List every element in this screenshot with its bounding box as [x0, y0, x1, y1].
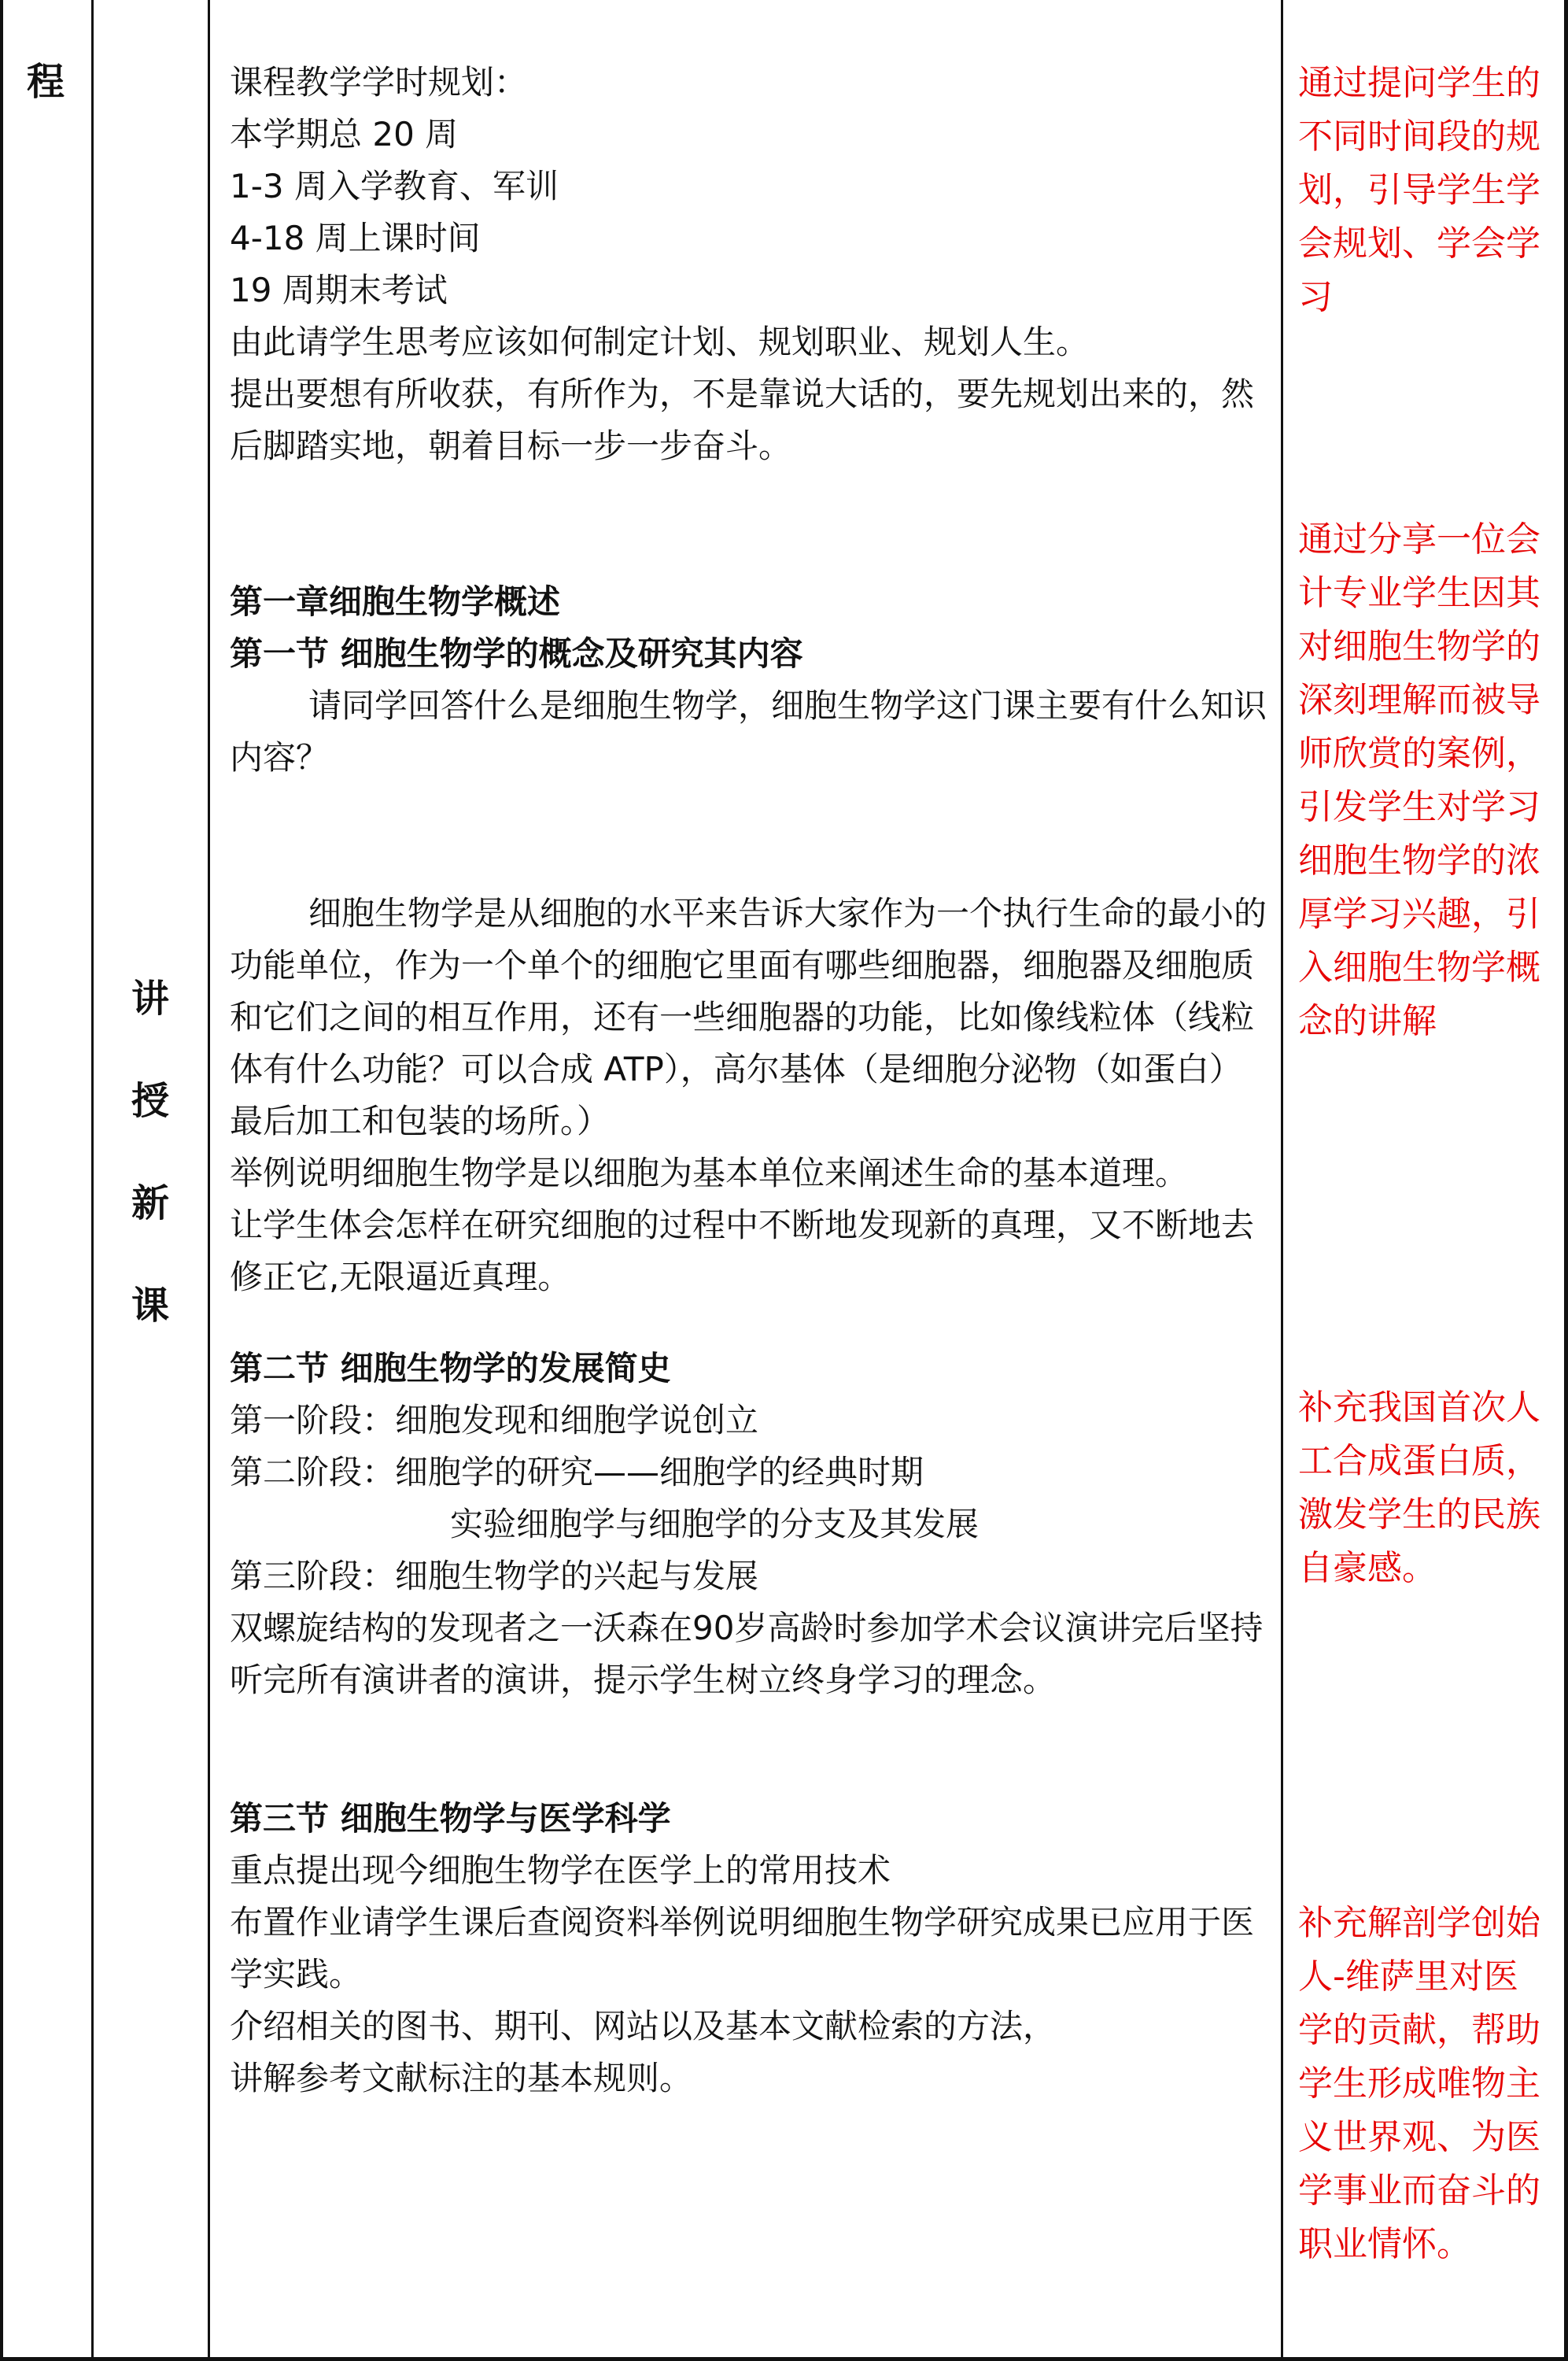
- section2-title: 第二节 细胞生物学的发展简史: [230, 1349, 671, 1387]
- retrieval-methods: 介绍相关的图书、期刊、网站以及基本文献检索的方法，: [230, 2007, 1057, 2045]
- citation-rules: 讲解参考文献标注的基本规则。: [230, 2059, 693, 2097]
- plan-line-1: 本学期总 20 周: [230, 115, 459, 153]
- table-border-right: [1564, 0, 1568, 2361]
- table-border-col1: [91, 0, 94, 2361]
- section1-explain: 细胞生物学是从细胞的水平来告诉大家作为一个执行生命的最小的功能单位，作为一个单个的细胞它里面有哪些细胞器，细胞器及细胞质和它们之间的相互作用，还有一些细胞器的功能，比如像线粒体（线粒体有什么功能？可以合成 ATP），高尔基体（是细胞分泌物（如蛋白）最后加工和包装的场所。）: [230, 894, 1267, 1140]
- section3-title: 第三节 细胞生物学与医学科学: [230, 1799, 671, 1838]
- section1-title: 第一节 细胞生物学的概念及研究其内容: [230, 634, 803, 673]
- lesson-content: [230, 57, 1268, 2104]
- stage-3: 第三阶段：细胞生物学的兴起与发展: [230, 1557, 759, 1595]
- section1-example: 举例说明细胞生物学是以细胞为基本单位来阐述生命的基本道理。: [230, 1154, 1189, 1192]
- plan-advice: 提出要想有所收获，有所作为，不是靠说大话的，要先规划出来的，然后脚踏实地，朝着目标一步一步奋斗。: [230, 375, 1255, 465]
- category-char-3: 新: [131, 1181, 170, 1225]
- table-border-col2: [208, 0, 210, 2361]
- table-border-col3: [1281, 0, 1283, 2361]
- note-vesalius: 补充解剖学创始人-维萨里对医学的贡献，帮助学生形成唯物主义世界观、为医学事业而奋斗的职业情怀。: [1298, 1903, 1540, 2264]
- stage-1: 第一阶段：细胞发现和细胞学说创立: [230, 1401, 759, 1439]
- plan-line-2: 1-3 周入学教育、军训: [230, 167, 559, 205]
- category-char-2: 授: [131, 1079, 170, 1123]
- medical-tech: 重点提出现今细胞生物学在医学上的常用技术: [230, 1851, 891, 1890]
- plan-reflect: 由此请学生思考应该如何制定计划、规划职业、规划人生。: [230, 323, 1090, 361]
- note-protein-synthesis: 补充我国首次人工合成蛋白质，激发学生的民族自豪感。: [1298, 1387, 1540, 1588]
- note-planning: 通过提问学生的不同时间段的规划，引导学生学会规划、学会学习: [1298, 63, 1540, 317]
- plan-line-3: 4-18 周上课时间: [230, 219, 481, 257]
- stage-2-sub: 实验细胞学与细胞学的分支及其发展: [450, 1505, 980, 1543]
- category-char-1: 讲: [131, 977, 170, 1021]
- note-case-sharing: 通过分享一位会计专业学生因其对细胞生物学的深刻理解而被导师欣赏的案例，引发学生对学习细胞生物学的浓厚学习兴趣，引入细胞生物学概念的讲解: [1298, 519, 1540, 1041]
- homework: 布置作业请学生课后查阅资料举例说明细胞生物学研究成果已应用于医学实践。: [230, 1903, 1255, 1993]
- section1-truth: 让学生体会怎样在研究细胞的过程中不断地发现新的真理，又不断地去修正它,无限逼近真理。: [230, 1206, 1255, 1296]
- section1-question: 请同学回答什么是细胞生物学，细胞生物学这门课主要有什么知识内容？: [230, 686, 1267, 777]
- chapter-title: 第一章细胞生物学概述: [230, 582, 561, 621]
- table-border-left: [0, 0, 3, 2361]
- stage-2: 第二阶段：细胞学的研究——细胞学的经典时期: [230, 1453, 924, 1491]
- plan-title: 课程教学学时规划：: [230, 63, 528, 102]
- table-border-bottom: [0, 2357, 1568, 2361]
- plan-line-4: 19 周期末考试: [230, 271, 448, 309]
- category-char-4: 课: [131, 1284, 170, 1328]
- watson-story: 双螺旋结构的发现者之一沃森在90岁高龄时参加学术会议演讲完后坚持听完所有演讲者的演讲，提示学生树立终身学习的理念。: [230, 1609, 1264, 1699]
- left-label: 程: [27, 60, 65, 104]
